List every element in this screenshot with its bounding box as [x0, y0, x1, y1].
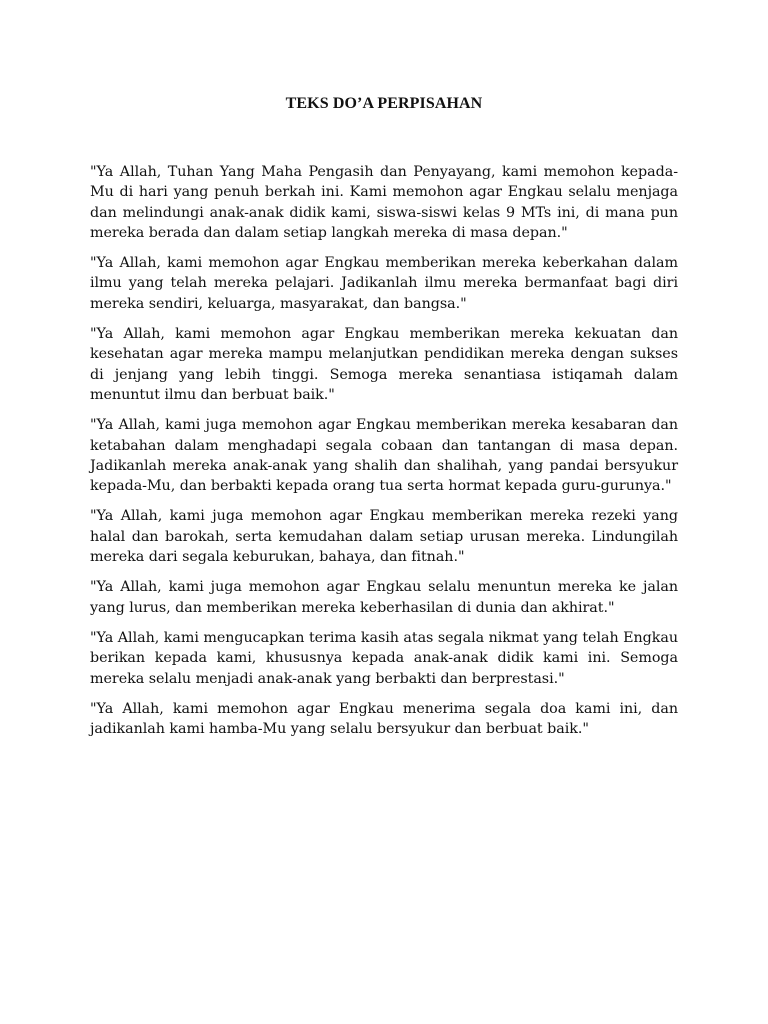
- document-title: TEKS DO’A PERPISAHAN: [285, 95, 483, 112]
- paragraph: "Ya Allah, kami memohon agar Engkau memberikan mereka kekuatan dan kesehatan agar mereka mampu melanjutkan pendidikan mereka dengan sukses di jenjang yang lebih tinggi. Semoga mereka senantiasa istiqamah dalam menuntut ilmu dan berbuat baik.": [90, 326, 678, 403]
- paragraph: "Ya Allah, kami juga memohon agar Engkau memberikan mereka rezeki yang halal dan barokah, serta kemudahan dalam setiap urusan mereka. Lindungilah mereka dari segala keburukan, bahaya, dan fitnah.": [90, 508, 678, 566]
- paragraph: "Ya Allah, kami memohon agar Engkau menerima segala doa kami ini, dan jadikanlah kami hamba-Mu yang selalu bersyukur dan berbuat baik.": [90, 700, 678, 738]
- document-body: [90, 162, 678, 739]
- paragraph: "Ya Allah, kami mengucapkan terima kasih atas segala nikmat yang telah Engkau berikan kepada kami, khususnya kepada anak-anak didik kami ini. Semoga mereka selalu menjadi anak-anak yang berbakti dan berprestasi.": [90, 629, 678, 687]
- paragraph: "Ya Allah, kami juga memohon agar Engkau memberikan mereka kesabaran dan ketabahan dalam menghadapi segala cobaan dan tantangan di masa depan. Jadikanlah mereka anak-anak yang shalih dan shalihah, yang pandai bersyukur kepada-Mu, dan berbakti kepada orang tua serta hormat kepada guru-gurunya.": [90, 417, 678, 495]
- paragraph: "Ya Allah, Tuhan Yang Maha Pengasih dan Penyayang, kami memohon kepada-Mu di hari yang penuh berkah ini. Kami memohon agar Engkau selalu menjaga dan melindungi anak-anak didik kami, siswa-siswi kelas 9 MTs ini, di mana pun mereka berada dan dalam setiap langkah mereka di masa depan.": [90, 164, 678, 241]
- paragraph: "Ya Allah, kami juga memohon agar Engkau selalu menuntun mereka ke jalan yang lurus, dan memberikan mereka keberhasilan di dunia dan akhirat.": [90, 579, 678, 616]
- paragraph: "Ya Allah, kami memohon agar Engkau memberikan mereka keberkahan dalam ilmu yang telah mereka pelajari. Jadikanlah ilmu mereka bermanfaat bagi diri mereka sendiri, keluarga, masyarakat, dan bangsa.": [90, 255, 678, 312]
- document-page: [90, 0, 678, 749]
